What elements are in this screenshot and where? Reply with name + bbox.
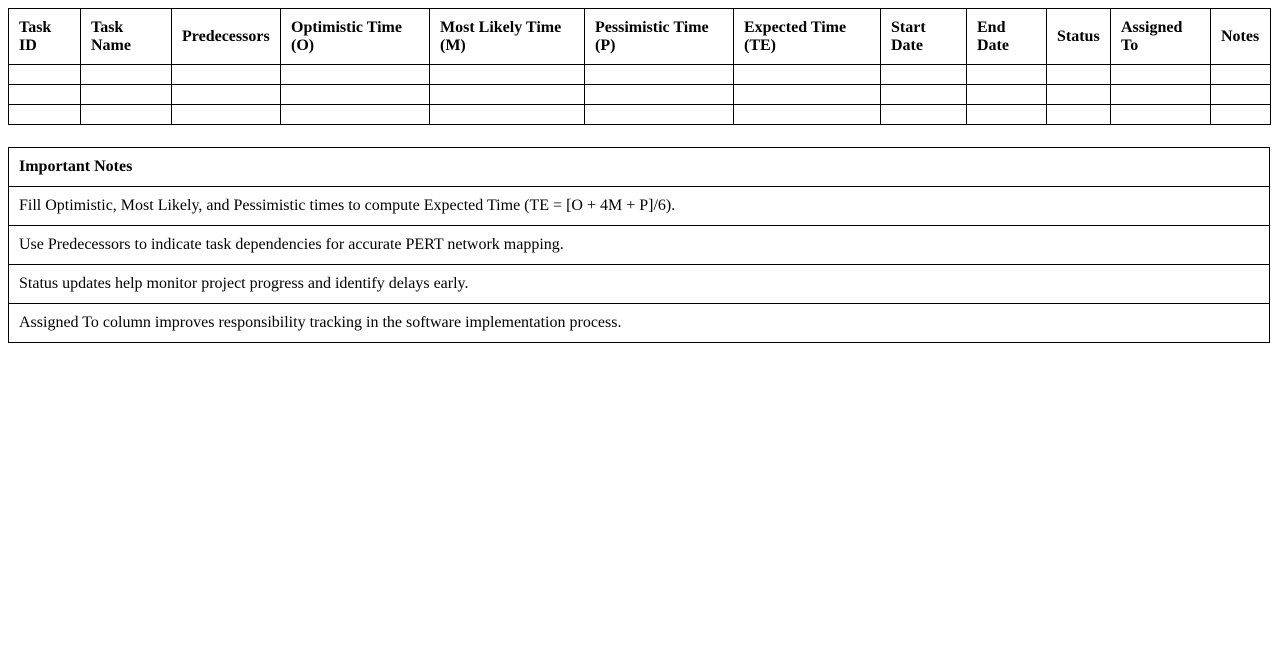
table-cell[interactable] bbox=[430, 105, 585, 125]
table-cell[interactable] bbox=[881, 65, 967, 85]
col-header-predecessors: Predecessors bbox=[172, 9, 281, 65]
important-notes-table bbox=[8, 147, 1270, 343]
notes-title: Important Notes bbox=[9, 148, 1270, 187]
table-cell[interactable] bbox=[881, 105, 967, 125]
table-cell[interactable] bbox=[734, 85, 881, 105]
table-row bbox=[9, 85, 1271, 105]
table-cell[interactable] bbox=[281, 85, 430, 105]
table-cell[interactable] bbox=[281, 65, 430, 85]
col-header-most-likely-time: Most Likely Time (M) bbox=[430, 9, 585, 65]
table-cell[interactable] bbox=[1111, 105, 1211, 125]
table-cell[interactable] bbox=[81, 85, 172, 105]
table-cell[interactable] bbox=[585, 65, 734, 85]
table-cell[interactable] bbox=[430, 65, 585, 85]
table-cell[interactable] bbox=[585, 105, 734, 125]
note-row bbox=[9, 226, 1270, 265]
table-cell[interactable] bbox=[1211, 85, 1271, 105]
note-item: Status updates help monitor project progress and identify delays early. bbox=[9, 265, 1270, 304]
col-header-start-date: Start Date bbox=[881, 9, 967, 65]
table-cell[interactable] bbox=[172, 105, 281, 125]
table-cell[interactable] bbox=[585, 85, 734, 105]
col-header-task-id: Task ID bbox=[9, 9, 81, 65]
table-cell[interactable] bbox=[81, 65, 172, 85]
table-row bbox=[9, 65, 1271, 85]
col-header-pessimistic-time: Pessimistic Time (P) bbox=[585, 9, 734, 65]
task-table-header-row bbox=[9, 9, 1271, 65]
col-header-task-name: Task Name bbox=[81, 9, 172, 65]
table-cell[interactable] bbox=[9, 85, 81, 105]
table-cell[interactable] bbox=[9, 65, 81, 85]
notes-header-row bbox=[9, 148, 1270, 187]
table-cell[interactable] bbox=[281, 105, 430, 125]
task-table bbox=[8, 8, 1271, 125]
table-row bbox=[9, 105, 1271, 125]
table-cell[interactable] bbox=[881, 85, 967, 105]
table-cell[interactable] bbox=[734, 105, 881, 125]
col-header-status: Status bbox=[1047, 9, 1111, 65]
table-cell[interactable] bbox=[1047, 65, 1111, 85]
table-cell[interactable] bbox=[1211, 105, 1271, 125]
note-item: Fill Optimistic, Most Likely, and Pessimistic times to compute Expected Time (TE = [O + 4M + P]/6). bbox=[9, 187, 1270, 226]
note-item: Use Predecessors to indicate task dependencies for accurate PERT network mapping. bbox=[9, 226, 1270, 265]
table-cell[interactable] bbox=[1211, 65, 1271, 85]
col-header-end-date: End Date bbox=[967, 9, 1047, 65]
table-cell[interactable] bbox=[1047, 85, 1111, 105]
table-cell[interactable] bbox=[1111, 65, 1211, 85]
table-cell[interactable] bbox=[430, 85, 585, 105]
col-header-expected-time: Expected Time (TE) bbox=[734, 9, 881, 65]
note-item: Assigned To column improves responsibility tracking in the software implementation process. bbox=[9, 304, 1270, 343]
table-cell[interactable] bbox=[734, 65, 881, 85]
table-cell[interactable] bbox=[1111, 85, 1211, 105]
note-row bbox=[9, 265, 1270, 304]
table-cell[interactable] bbox=[967, 105, 1047, 125]
note-row bbox=[9, 187, 1270, 226]
col-header-assigned-to: Assigned To bbox=[1111, 9, 1211, 65]
col-header-notes: Notes bbox=[1211, 9, 1271, 65]
table-cell[interactable] bbox=[172, 65, 281, 85]
table-cell[interactable] bbox=[9, 105, 81, 125]
table-cell[interactable] bbox=[81, 105, 172, 125]
table-cell[interactable] bbox=[1047, 105, 1111, 125]
table-cell[interactable] bbox=[967, 85, 1047, 105]
col-header-optimistic-time: Optimistic Time (O) bbox=[281, 9, 430, 65]
note-row bbox=[9, 304, 1270, 343]
table-cell[interactable] bbox=[172, 85, 281, 105]
table-cell[interactable] bbox=[967, 65, 1047, 85]
